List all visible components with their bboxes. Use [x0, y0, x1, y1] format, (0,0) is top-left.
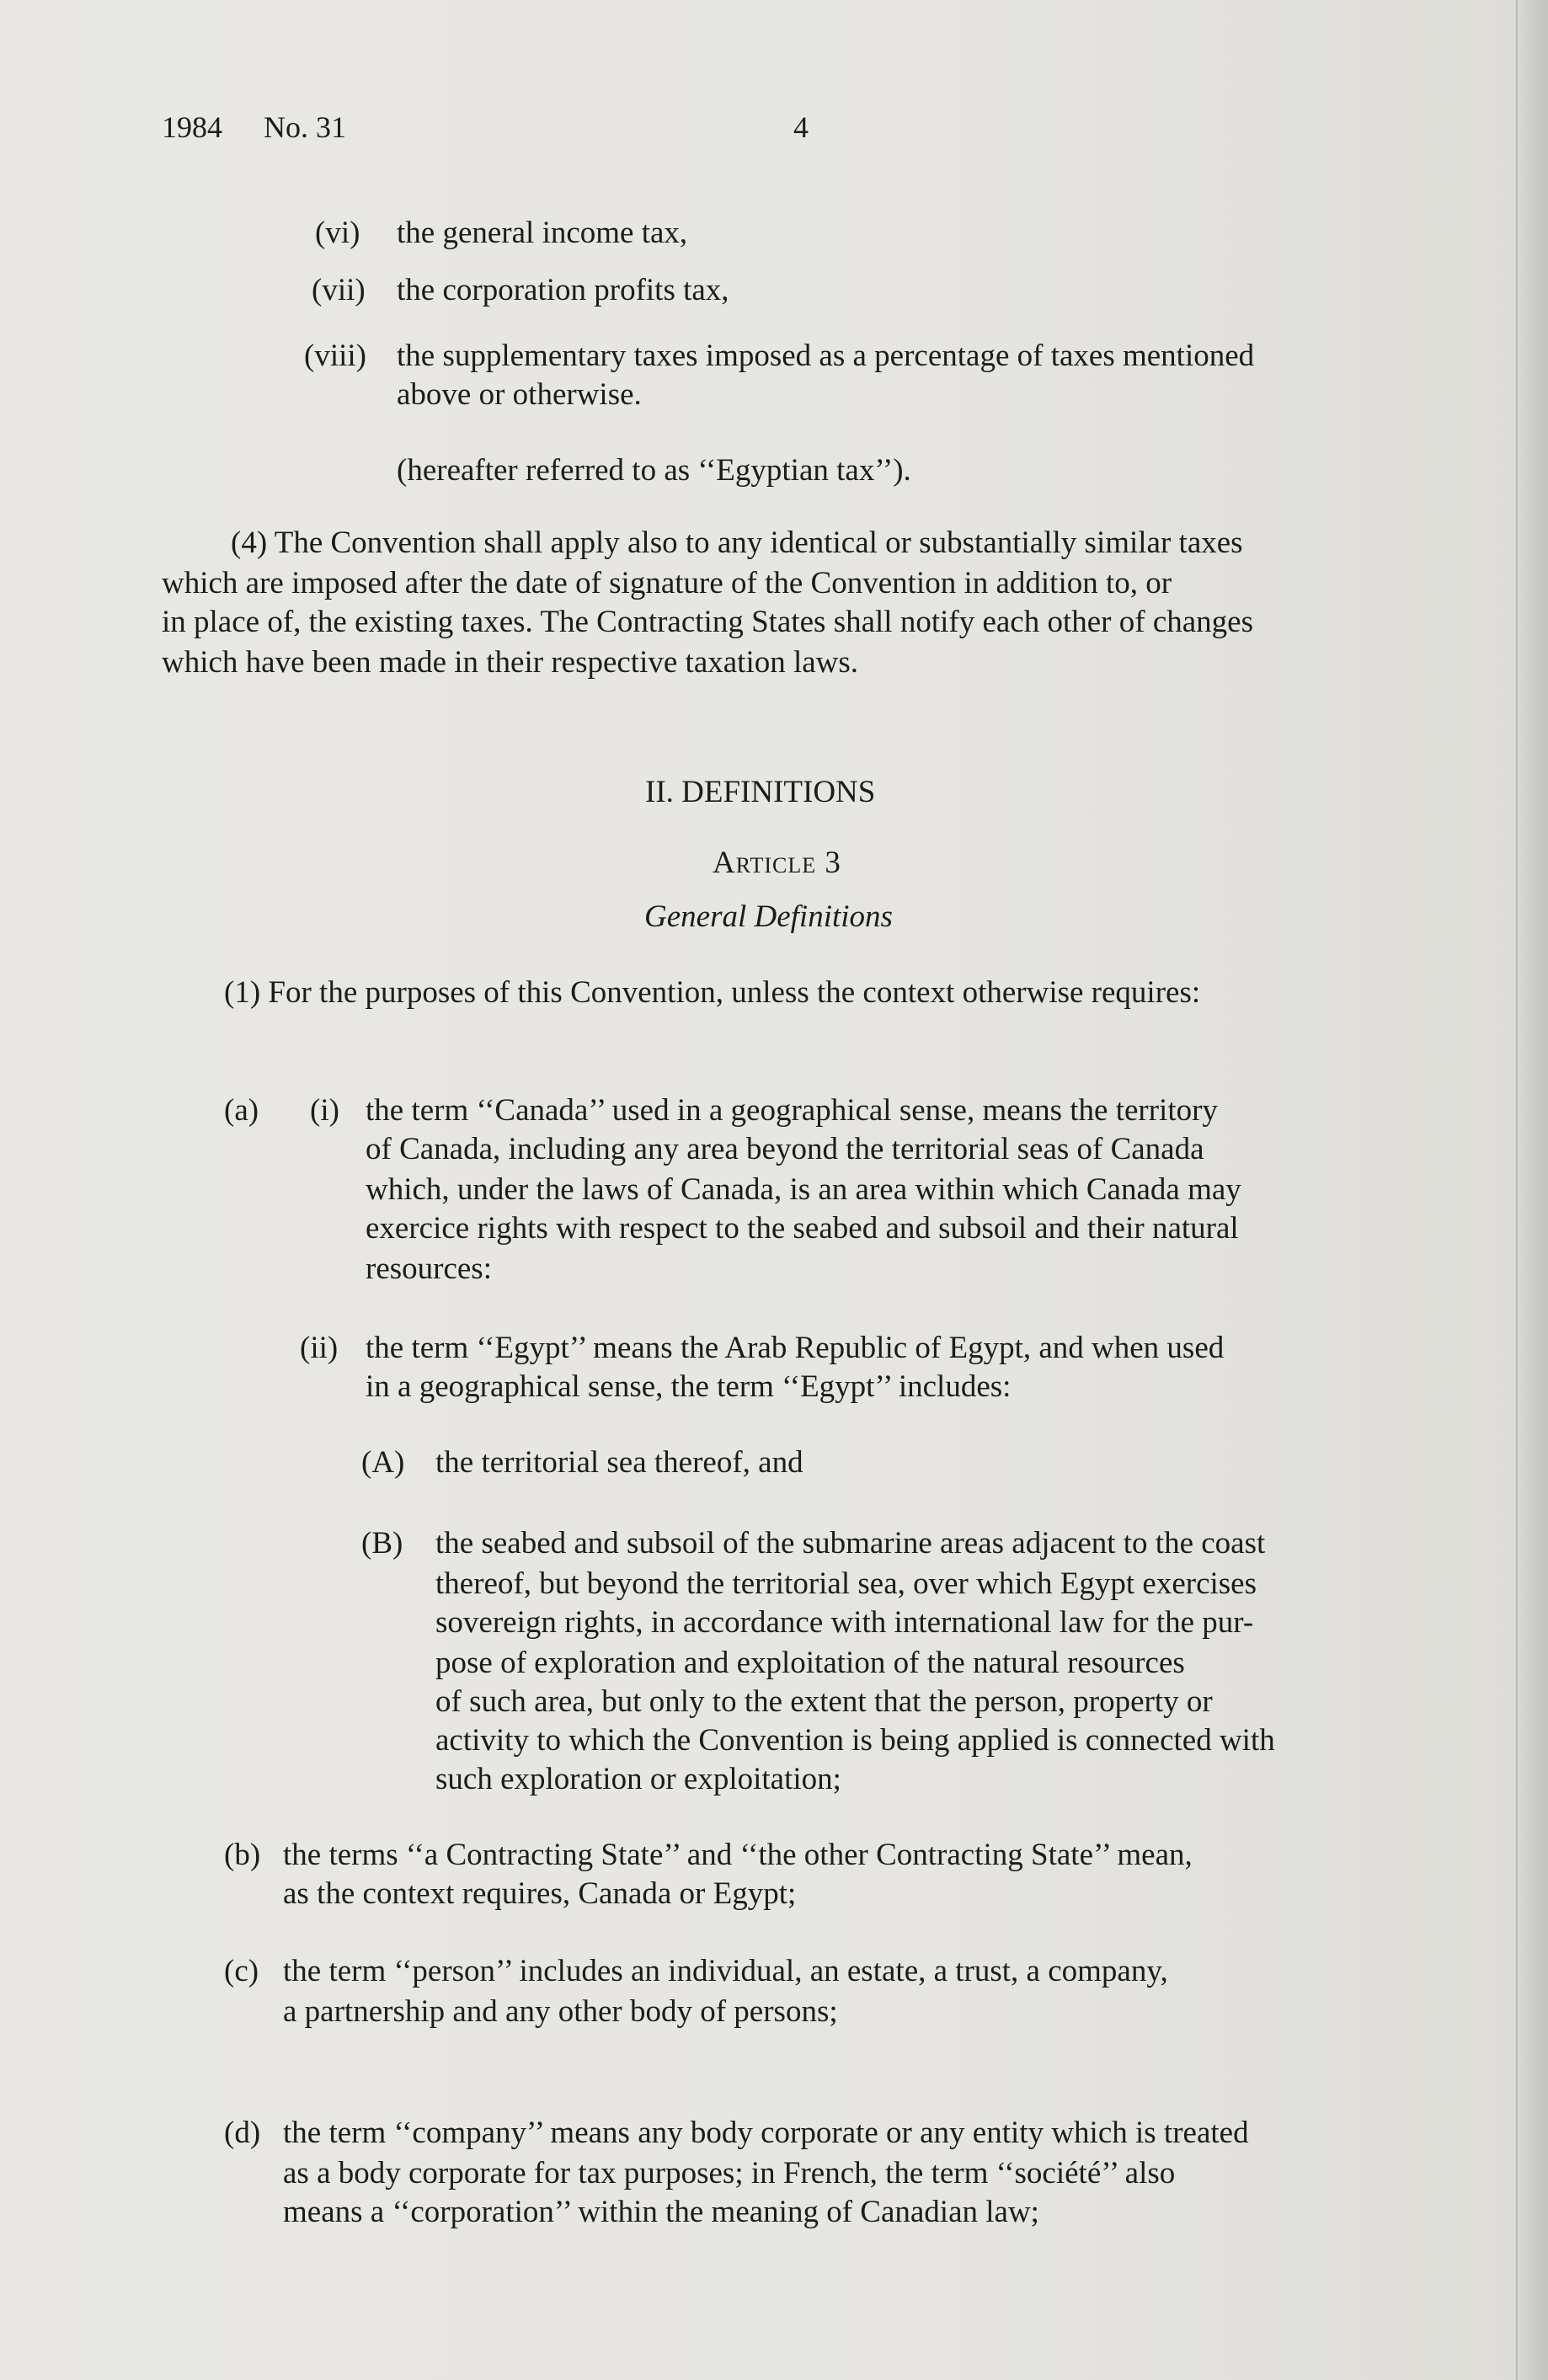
item-c-line1: the term ‘‘person’’ includes an individual, an estate, a trust, a company, — [283, 1954, 1168, 1988]
item-B-label: (B) — [361, 1526, 403, 1561]
page-header — [162, 108, 346, 147]
item-a-ii-label: (ii) — [300, 1331, 339, 1365]
item-d-label: (d) — [224, 2116, 261, 2150]
article-title: Article 3 — [713, 846, 841, 880]
header-year: 1984 — [162, 110, 222, 144]
item-a-i-line2: of Canada, including any area beyond the territorial seas of Canada — [366, 1132, 1204, 1166]
list-text-viii-line2: above or otherwise. — [397, 377, 642, 412]
article-subtitle: General Definitions — [644, 899, 893, 934]
item-a-i-line5: resources: — [366, 1251, 492, 1286]
hereafter-note: (hereafter referred to as ‘‘Egyptian tax’’). — [397, 453, 911, 488]
item-c-label: (c) — [224, 1954, 259, 1988]
list-text-vi: the general income tax, — [397, 216, 688, 250]
list-number-vi: (vi) — [315, 216, 360, 250]
para1-intro: (1) For the purposes of this Convention, unless the context otherwise requires: — [224, 975, 1201, 1010]
item-A-label: (A) — [361, 1445, 405, 1480]
item-b-label: (b) — [224, 1838, 261, 1872]
item-d-line2: as a body corporate for tax purposes; in French, the term ‘‘société’’ also — [283, 2156, 1176, 2191]
item-a-i-line4: exercice rights with respect to the seabed and subsoil and their natural — [366, 1211, 1239, 1246]
item-a-i-line3: which, under the laws of Canada, is an area within which Canada may — [366, 1172, 1241, 1207]
item-B-line6: activity to which the Convention is being applied is connected with — [435, 1723, 1275, 1758]
item-b-line1: the terms ‘‘a Contracting State’’ and ‘‘the other Contracting State’’ mean, — [283, 1838, 1193, 1872]
item-B-line7: such exploration or exploitation; — [435, 1762, 841, 1796]
para4-line4: which have been made in their respective taxation laws. — [162, 645, 859, 680]
para4-line1: (4) The Convention shall apply also to any identical or substantially similar taxes — [231, 526, 1243, 560]
page-number: 4 — [793, 110, 809, 144]
list-text-viii-line1: the supplementary taxes imposed as a percentage of taxes mentioned — [397, 339, 1255, 373]
item-B-line2: thereof, but beyond the territorial sea, over which Egypt exercises — [435, 1566, 1257, 1601]
para4-line3: in place of, the existing taxes. The Contracting States shall notify each other of changes — [162, 605, 1253, 639]
item-B-line5: of such area, but only to the extent that the person, property or — [435, 1684, 1213, 1719]
list-text-vii: the corporation profits tax, — [397, 273, 729, 307]
item-a-i-line1: the term ‘‘Canada’’ used in a geographical sense, means the territory — [366, 1093, 1218, 1128]
item-A-text: the territorial sea thereof, and — [435, 1445, 803, 1480]
item-d-line1: the term ‘‘company’’ means any body corporate or any entity which is treated — [283, 2116, 1249, 2150]
item-B-line4: pose of exploration and exploitation of the natural resources — [435, 1646, 1185, 1680]
item-b-line2: as the context requires, Canada or Egypt; — [283, 1876, 797, 1911]
item-a-ii-line1: the term ‘‘Egypt’’ means the Arab Republic of Egypt, and when used — [366, 1331, 1225, 1365]
section-title: II. DEFINITIONS — [645, 775, 876, 809]
header-number: No. 31 — [264, 110, 346, 144]
item-a-i-label: (i) — [310, 1093, 339, 1128]
item-B-line1: the seabed and subsoil of the submarine areas adjacent to the coast — [435, 1526, 1266, 1561]
para4-line2: which are imposed after the date of signature of the Convention in addition to, or — [162, 566, 1172, 600]
item-d-line3: means a ‘‘corporation’’ within the meaning of Canadian law; — [283, 2195, 1039, 2229]
list-number-vii: (vii) — [312, 273, 366, 307]
page-spine-edge — [1516, 0, 1548, 2380]
item-a-ii-line2: in a geographical sense, the term ‘‘Egypt’’ includes: — [366, 1369, 1012, 1404]
item-a-label: (a) — [224, 1093, 259, 1128]
item-B-line3: sovereign rights, in accordance with international law for the pur- — [435, 1605, 1254, 1640]
list-number-viii: (viii) — [304, 339, 366, 373]
item-c-line2: a partnership and any other body of persons; — [283, 1994, 838, 2029]
